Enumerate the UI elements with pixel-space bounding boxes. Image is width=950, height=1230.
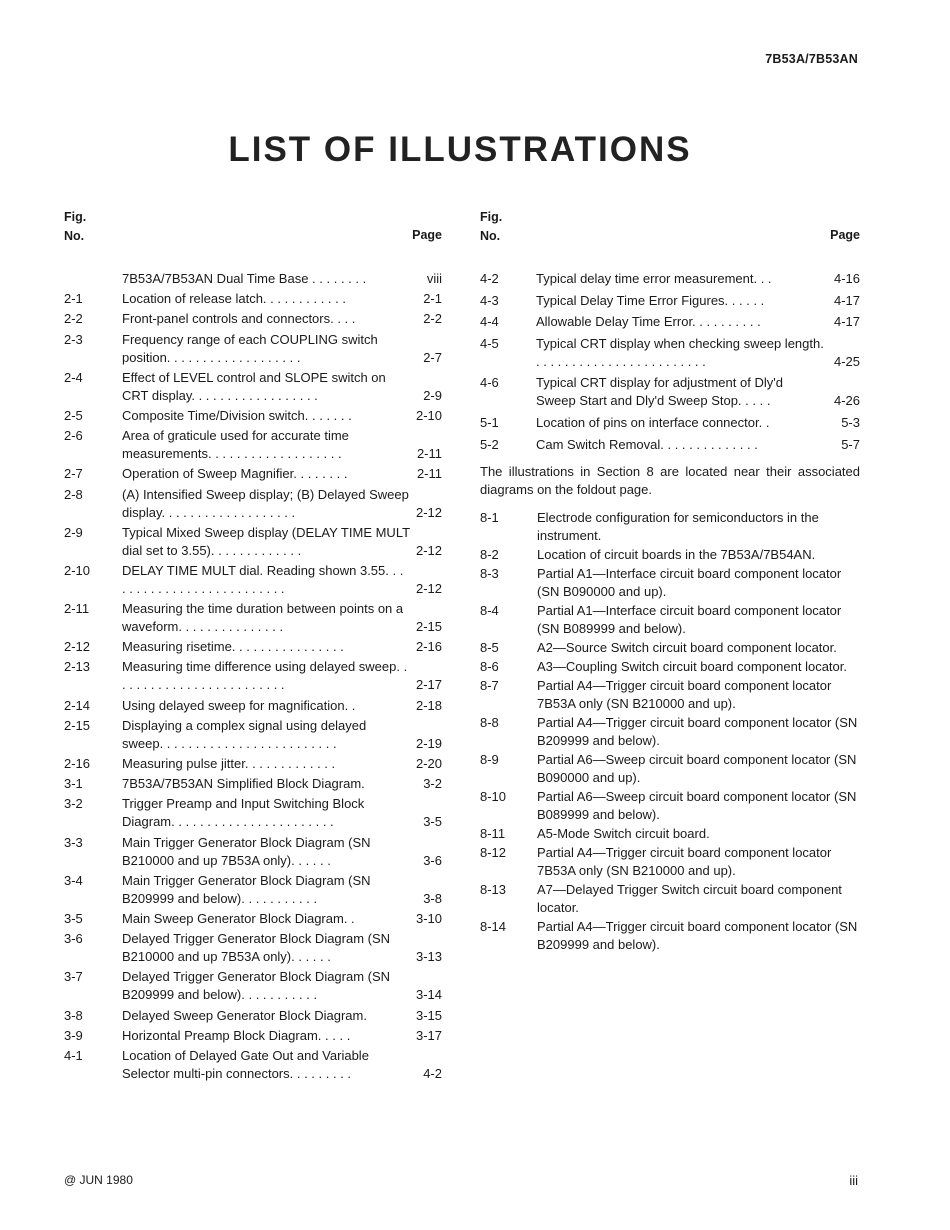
page-number: 2-2 [423, 311, 442, 327]
toc-entry [480, 677, 860, 713]
page-number: 4-26 [833, 393, 860, 409]
figure-number: 2-8 [64, 486, 83, 502]
figure-number: 5-2 [480, 436, 499, 452]
figure-title: Location of release latch. . . . . . . . . . . . [122, 291, 346, 307]
page-number: 4-16 [833, 271, 860, 286]
figure-title: Allowable Delay Time Error. . . . . . . . . . [536, 314, 761, 330]
figure-title: Electrode configuration for semiconductors in the instrument. [537, 509, 819, 543]
toc-entry [64, 562, 442, 598]
toc-entry [480, 374, 860, 410]
figure-number: 3-3 [64, 834, 83, 850]
toc-entry [480, 546, 860, 564]
figure-title: Partial A6—Sweep circuit board component locator (SN B089999 and below). [537, 788, 857, 822]
fig-no-header [64, 208, 86, 246]
figure-title: Area of graticule used for accurate time measurements. . . . . . . . . . . . . . . . . . . [122, 428, 349, 462]
page-number: 3-5 [423, 814, 442, 830]
figure-number: 8-13 [480, 881, 507, 897]
toc-entry [480, 658, 860, 676]
toc-entry [64, 697, 442, 715]
figure-title: 7B53A/7B53AN Dual Time Base . . . . . . . . [122, 271, 367, 286]
toc-entry [64, 486, 442, 522]
toc-entry [64, 407, 442, 425]
toc-entry [480, 565, 860, 601]
figure-number: 2-9 [64, 524, 83, 540]
figure-number: 8-11 [480, 825, 506, 841]
no-label: No. [64, 229, 85, 243]
figure-number: 8-14 [480, 918, 507, 934]
figure-number: 3-2 [64, 796, 83, 812]
page-number: 2-18 [415, 697, 442, 713]
toc-entry [64, 755, 442, 773]
figure-number: 4-3 [480, 292, 499, 308]
figure-title: Partial A4—Trigger circuit board component locator (SN B209999 and below). [537, 714, 858, 748]
page-number: 2-17 [415, 677, 442, 693]
page-number: 3-8 [423, 890, 442, 906]
page-number: 2-1 [423, 291, 442, 307]
figure-number: 8-7 [480, 677, 499, 693]
figure-title: Location of circuit boards in the 7B53A/7B54AN. [537, 546, 816, 562]
figure-number: 8-5 [480, 639, 499, 655]
toc-entry [64, 930, 442, 966]
figure-number: 3-6 [64, 931, 83, 947]
figure-title: A2—Source Switch circuit board component locator. [537, 639, 837, 655]
figure-number: 2-5 [64, 407, 83, 423]
left-entry-list [64, 270, 442, 1083]
page-number: 3-15 [415, 1007, 442, 1023]
section8-note: The illustrations in Section 8 are located near their associated diagrams on the foldout page. [480, 463, 860, 497]
figure-title: Delayed Trigger Generator Block Diagram (SN B209999 and below). . . . . . . . . . . [122, 969, 391, 1003]
page-number: 2-16 [415, 639, 442, 655]
figure-title: Cam Switch Removal. . . . . . . . . . . . . . [536, 436, 758, 452]
figure-title: (A) Intensified Sweep display; (B) Delayed Sweep display. . . . . . . . . . . . . . . . . . . [122, 486, 409, 520]
toc-entry [64, 270, 442, 288]
page-number: viii [426, 271, 442, 286]
figure-title: Partial A4—Trigger circuit board component locator 7B53A only (SN B210000 and up). [537, 844, 832, 878]
figure-number: 2-13 [64, 659, 91, 675]
figure-title: A5-Mode Switch circuit board. [537, 825, 710, 841]
figure-number: 8-12 [480, 844, 507, 860]
toc-entry [480, 509, 860, 545]
figure-number: 8-3 [480, 565, 499, 581]
toc-entry [64, 1007, 442, 1025]
figure-title: Horizontal Preamp Block Diagram. . . . . [122, 1027, 351, 1043]
fig-label: Fig. [64, 210, 87, 224]
figure-title: Using delayed sweep for magnification. . [122, 697, 356, 713]
fig-no-header [480, 208, 502, 246]
figure-title: Trigger Preamp and Input Switching Block Diagram. . . . . . . . . . . . . . . . . . . . . . . [122, 796, 365, 830]
toc-entry [64, 290, 442, 308]
figure-title: Main Sweep Generator Block Diagram. . [122, 910, 355, 926]
toc-entry [480, 270, 860, 288]
toc-entry [480, 844, 860, 880]
page-number: 3-13 [415, 949, 442, 965]
toc-entry [480, 751, 860, 787]
document-model-header: 7B53A/7B53AN [765, 52, 858, 66]
toc-entry [64, 717, 442, 753]
figure-number: 8-9 [480, 751, 499, 767]
toc-entry [480, 335, 860, 371]
left-column-header [64, 208, 442, 254]
page-title: LIST OF ILLUSTRATIONS [228, 130, 692, 169]
no-label: No. [480, 229, 501, 243]
page-number: 2-9 [423, 387, 442, 403]
page-number: 2-12 [415, 580, 442, 596]
toc-entry [64, 331, 442, 367]
figure-number: 3-8 [64, 1007, 83, 1023]
right-entry-list [480, 270, 860, 454]
page-label: Page [830, 228, 860, 242]
page-number: 4-25 [833, 353, 860, 369]
section8-entry-list [480, 509, 860, 954]
toc-entry [64, 465, 442, 483]
figure-number: 2-3 [64, 331, 83, 347]
figure-number: 8-8 [480, 714, 499, 730]
toc-entry [64, 600, 442, 636]
page-number: 2-12 [415, 504, 442, 520]
figure-number: 2-14 [64, 697, 91, 713]
figure-number: 2-6 [64, 428, 83, 444]
figure-title: Displaying a complex signal using delayed sweep. . . . . . . . . . . . . . . . . . . . . . . . . [122, 717, 367, 751]
toc-entry [64, 369, 442, 405]
toc-entry [64, 1047, 442, 1083]
footer-date: @ JUN 1980 [64, 1173, 133, 1187]
toc-entry [480, 825, 860, 843]
figure-title: Delayed Trigger Generator Block Diagram (SN B210000 and up 7B53A only). . . . . . [122, 931, 391, 965]
toc-entry [64, 1027, 442, 1045]
figure-number: 3-4 [64, 872, 83, 888]
right-column-header [480, 208, 860, 254]
toc-entry [64, 795, 442, 831]
figure-number: 4-6 [480, 375, 499, 391]
figure-number: 2-4 [64, 369, 83, 385]
figure-title: Typical Delay Time Error Figures. . . . . . [536, 292, 765, 308]
page-number: 3-17 [415, 1027, 442, 1043]
figure-title: Main Trigger Generator Block Diagram (SN B209999 and below). . . . . . . . . . . [122, 872, 371, 906]
page-number: 2-15 [415, 619, 442, 635]
figure-number: 3-7 [64, 969, 83, 985]
figure-number: 2-15 [64, 717, 91, 733]
left-column [64, 208, 442, 1085]
figure-number: 4-4 [480, 314, 499, 330]
figure-title: A3—Coupling Switch circuit board component locator. [537, 658, 847, 674]
right-column [480, 208, 860, 955]
toc-entry [64, 968, 442, 1004]
figure-title: 7B53A/7B53AN Simplified Block Diagram. [122, 776, 365, 792]
figure-title: Measuring the time duration between points on a waveform. . . . . . . . . . . . . . . [122, 601, 404, 635]
page-number: 3-14 [415, 987, 442, 1003]
figure-number: 3-5 [64, 910, 83, 926]
toc-entry [64, 872, 442, 908]
toc-entry [480, 788, 860, 824]
page-number: 4-17 [833, 292, 860, 308]
figure-number: 3-1 [64, 776, 83, 792]
figure-title: Composite Time/Division switch. . . . . . . [122, 407, 352, 423]
toc-entry [64, 910, 442, 928]
figure-title: Measuring time difference using delayed sweep. . . . . . . . . . . . . . . . . . . . . . . . . [122, 659, 408, 693]
page-number: 2-11 [416, 446, 442, 462]
figure-title: Typical CRT display when checking sweep length. . . . . . . . . . . . . . . . . . . . . . . . . [536, 335, 824, 369]
toc-entry [480, 639, 860, 657]
figure-number: 2-1 [64, 291, 83, 307]
figure-number: 3-9 [64, 1027, 83, 1043]
figure-title: Partial A4—Trigger circuit board component locator (SN B209999 and below). [537, 918, 858, 952]
toc-entry [480, 313, 860, 331]
figure-number: 2-11 [64, 601, 90, 617]
figure-title: Location of Delayed Gate Out and Variable Selector multi-pin connectors. . . . . . . . . [122, 1047, 369, 1081]
page-number: 4-2 [423, 1065, 442, 1081]
toc-entry [480, 918, 860, 954]
figure-number: 8-2 [480, 546, 499, 562]
figure-title: Typical Mixed Sweep display (DELAY TIME MULT dial set to 3.55). . . . . . . . . . . . . [122, 524, 410, 558]
toc-entry [64, 658, 442, 694]
figure-title: Measuring pulse jitter. . . . . . . . . . . . . [122, 756, 336, 771]
fig-label: Fig. [480, 210, 503, 224]
toc-entry [480, 881, 860, 917]
toc-entry [64, 310, 442, 328]
figure-number: 8-10 [480, 788, 507, 804]
page-number: 2-7 [423, 349, 442, 365]
figure-title: DELAY TIME MULT dial. Reading shown 3.55. . . . . . . . . . . . . . . . . . . . . . . . . . [122, 562, 404, 596]
figure-number: 4-2 [480, 271, 499, 286]
page-number: 2-10 [415, 407, 442, 423]
figure-number: 2-10 [64, 562, 91, 578]
figure-number: 4-5 [480, 335, 499, 351]
figure-title: Location of pins on interface connector. . [536, 414, 770, 430]
page-number: 5-7 [841, 436, 860, 452]
toc-entry [480, 414, 860, 432]
figure-number: 5-1 [480, 414, 499, 430]
figure-title: Operation of Sweep Magnifier. . . . . . . . [122, 466, 348, 482]
figure-title: Typical CRT display for adjustment of Dly'd Sweep Start and Dly'd Sweep Stop. . . . . [536, 375, 783, 409]
figure-title: Partial A1—Interface circuit board component locator (SN B090000 and up). [537, 565, 842, 599]
figure-number: 2-7 [64, 466, 83, 482]
figure-number: 8-1 [480, 509, 499, 525]
page-number: 3-2 [423, 776, 442, 792]
toc-entry [480, 714, 860, 750]
footer-page-number: iii [849, 1173, 858, 1188]
page-label: Page [412, 228, 442, 242]
figure-title: Delayed Sweep Generator Block Diagram. [122, 1007, 367, 1023]
toc-entry [64, 834, 442, 870]
figure-title: Measuring risetime. . . . . . . . . . . . . . . . [122, 639, 344, 655]
figure-title: Typical delay time error measurement. . . [536, 271, 772, 286]
figure-title: Front-panel controls and connectors. . . . [122, 311, 356, 327]
figure-number: 2-16 [64, 756, 91, 771]
figure-title: Frequency range of each COUPLING switch position. . . . . . . . . . . . . . . . . . . [122, 331, 378, 365]
toc-entry [64, 427, 442, 463]
page-number: 4-17 [833, 314, 860, 330]
figure-title: Partial A1—Interface circuit board component locator (SN B089999 and below). [537, 602, 842, 636]
page-number: 2-19 [415, 735, 442, 751]
figure-title: Partial A6—Sweep circuit board component locator (SN B090000 and up). [537, 751, 857, 785]
figure-number: 8-4 [480, 602, 499, 618]
page-number: 5-3 [841, 414, 860, 430]
figure-number: 2-2 [64, 311, 83, 327]
page-number: 2-12 [415, 542, 442, 558]
page-number: 2-11 [416, 466, 442, 482]
toc-entry [64, 638, 442, 656]
figure-title: Main Trigger Generator Block Diagram (SN B210000 and up 7B53A only). . . . . . [122, 834, 371, 868]
figure-number: 2-12 [64, 639, 91, 655]
page-number: 3-10 [415, 910, 442, 926]
toc-entry [64, 524, 442, 560]
figure-title: Partial A4—Trigger circuit board component locator 7B53A only (SN B210000 and up). [537, 677, 832, 711]
figure-number: 4-1 [64, 1047, 83, 1063]
figure-number: 8-6 [480, 658, 499, 674]
figure-title: Effect of LEVEL control and SLOPE switch on CRT display. . . . . . . . . . . . . . . . . . [122, 369, 386, 403]
toc-entry [480, 292, 860, 310]
toc-entry [64, 775, 442, 793]
toc-entry [480, 602, 860, 638]
toc-entry [480, 436, 860, 454]
figure-title: A7—Delayed Trigger Switch circuit board component locator. [537, 881, 842, 915]
figure-number [64, 270, 122, 288]
page-number: 3-6 [423, 852, 442, 868]
page-number: 2-20 [415, 756, 442, 771]
